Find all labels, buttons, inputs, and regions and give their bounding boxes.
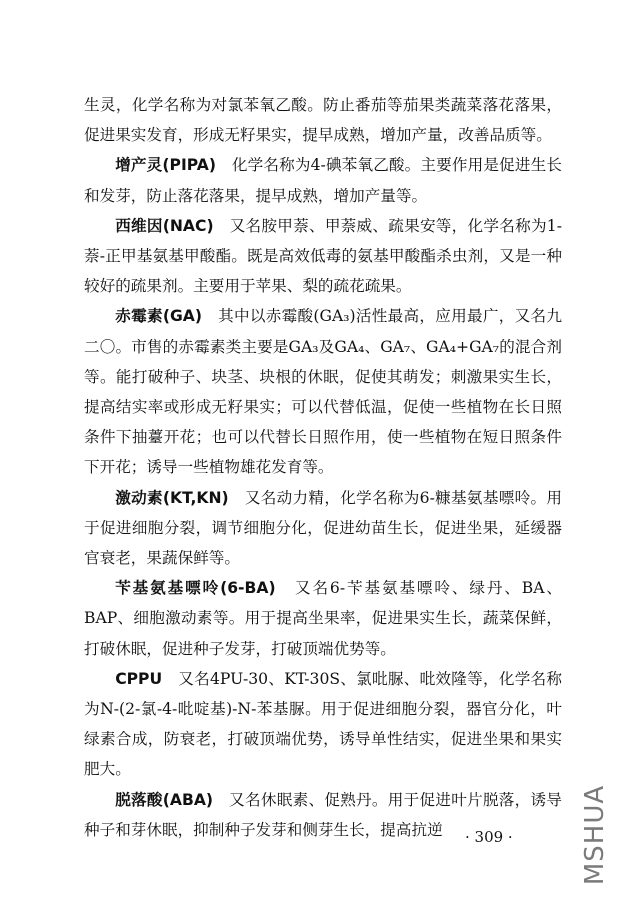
paragraph-nac <box>84 211 562 302</box>
paragraph-text: 又名6-苄基氨基嘌呤、绿丹、BA、BAP、细胞激动素等。用于提高坐果率，促进果实生长，蔬菜保鲜，打破休眠，促进种子发芽，打破顶端优势等。 <box>84 579 563 658</box>
watermark-text: MSHUA <box>580 784 610 886</box>
paragraph-text: 又名休眠素、促熟丹。用于促进叶片脱落，诱导种子和芽休眠，抑制种子发芽和侧芽生长，提高抗逆 <box>84 790 562 839</box>
term-heading: 激动素(KT,KN) <box>115 488 229 507</box>
paragraph-text: 生灵，化学名称为对氯苯氧乙酸。防止番茄等茄果类蔬菜落花落果，促进果实发育，形成无籽果实，提早成熟，增加产量，改善品质等。 <box>84 96 562 145</box>
paragraph-text: 其中以赤霉酸(GA₃)活性最高，应用最广，又名九二〇。市售的赤霉素类主要是GA₃及GA₄、GA₇、GA₄+GA₇的混合剂等。能打破种子、块茎、块根的休眠，促使其萌发；刺激果实生长，提高结实率或形成无籽果实；可以代替低温，促使一些植物在长日照条件下抽薹开花；也可以代替长日照作用，使一些植物在短日照条件下开花；诱导一些植物雄花发育等。 <box>84 307 562 477</box>
paragraph-cppu <box>84 664 562 785</box>
term-heading: 苄基氨基嘌呤(6-BA) <box>115 579 276 598</box>
paragraph-6ba <box>84 573 562 664</box>
term-heading: 增产灵(PIPA) <box>115 156 216 175</box>
paragraph-kt <box>84 483 562 574</box>
term-heading: 西维因(NAC) <box>115 216 214 235</box>
page-number: · 309 · <box>465 828 513 846</box>
paragraph-text: 又名动力精，化学名称为6-糠基氨基嘌呤。用于促进细胞分裂，调节细胞分化，促进幼苗生长，促进坐果，延缓器官衰老，果蔬保鲜等。 <box>84 488 562 568</box>
term-heading: CPPU <box>115 669 163 688</box>
paragraph-text: 又名胺甲萘、甲萘威、疏果安等，化学名称为1-萘-正甲基氨基甲酸酯。既是高效低毒的氨基甲酸酯杀虫剂，又是一种较好的疏果剂。主要用于苹果、梨的疏花疏果。 <box>84 216 562 296</box>
paragraph-ga <box>84 301 562 482</box>
paragraph-pipa <box>84 150 562 210</box>
paragraph-text: 又名4PU-30、KT-30S、氯吡脲、吡效隆等，化学名称为N-(2-氯-4-吡啶基)-N-苯基脲。用于促进细胞分裂，器官分化，叶绿素合成，防衰老，打破顶端优势，诱导单性结实，促进坐果和果实肥大。 <box>84 669 562 779</box>
paragraph-text: 化学名称为4-碘苯氧乙酸。主要作用是促进生长和发芽，防止落花落果，提早成熟，增加产量等。 <box>84 156 562 205</box>
term-heading: 脱落酸(ABA) <box>115 790 214 809</box>
paragraph-continuation <box>84 90 562 150</box>
term-heading: 赤霉素(GA) <box>115 307 202 326</box>
watermark <box>580 780 610 890</box>
page-body <box>84 90 562 845</box>
